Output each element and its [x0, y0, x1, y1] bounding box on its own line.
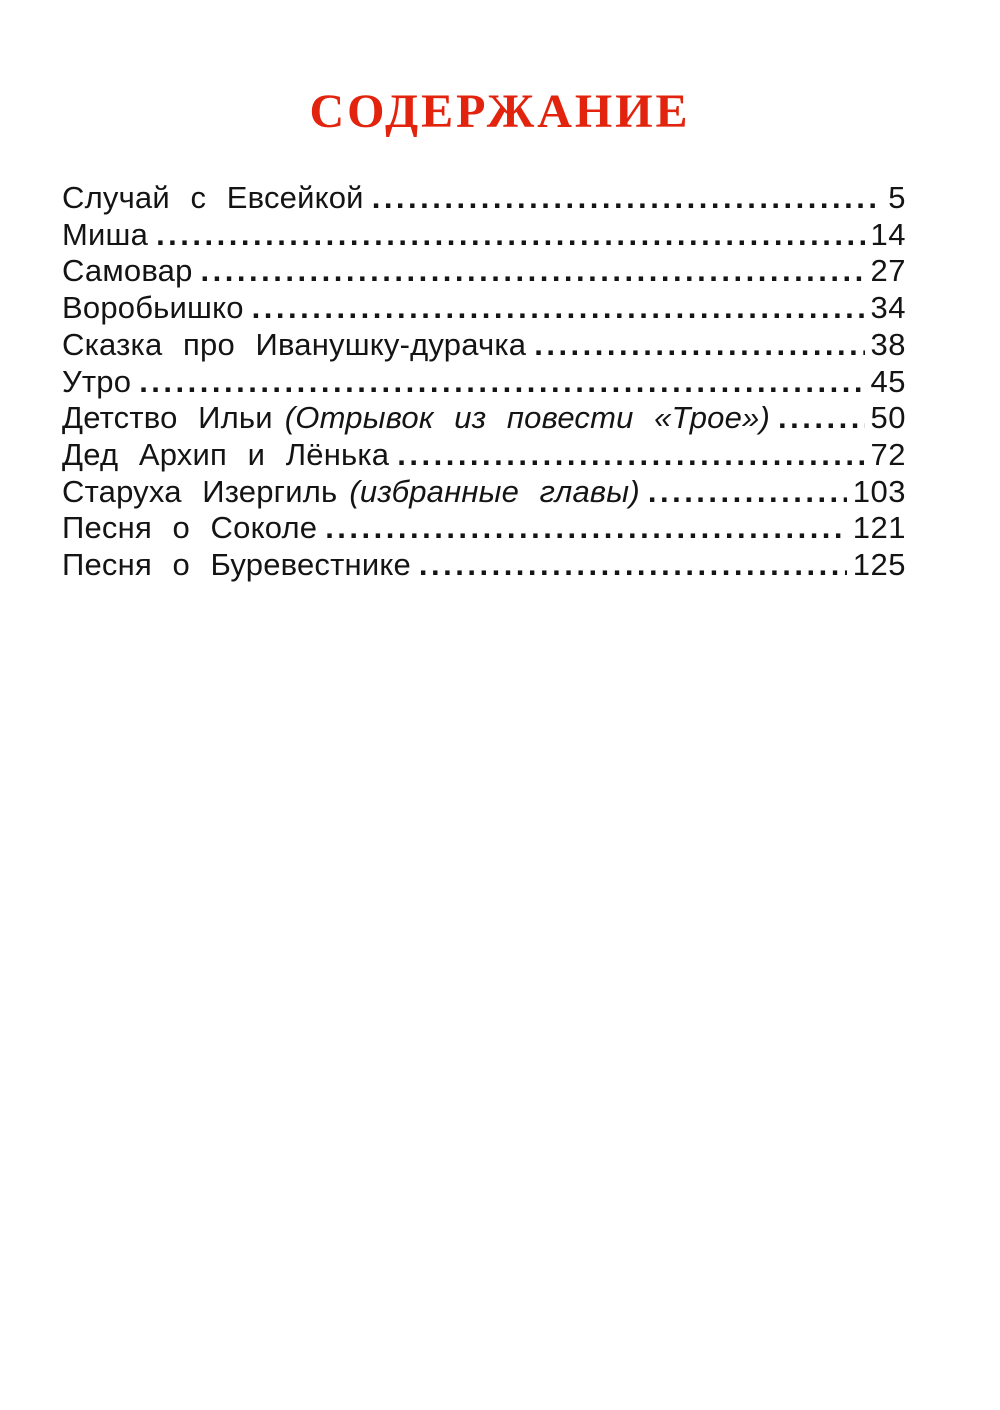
toc-entry-page: 14 [870, 216, 906, 252]
dot-leader [201, 253, 865, 290]
dot-leader [534, 327, 864, 364]
toc-entry-title: Сказка про Иванушку-дурачка [62, 326, 527, 362]
dot-leader [397, 437, 864, 474]
toc-row [62, 290, 906, 327]
toc-entry-page: 5 [888, 180, 906, 215]
toc-entry-title: Дед Архип и Лёнька [62, 436, 390, 472]
dot-leader [372, 180, 883, 217]
toc-row [62, 327, 906, 364]
toc-entry-page: 72 [870, 436, 906, 472]
dot-leader [648, 474, 847, 511]
toc-entry-page: 121 [852, 510, 906, 546]
toc-row [62, 437, 906, 474]
toc-entry-title: Утро [62, 363, 132, 399]
dot-leader [139, 364, 864, 401]
toc-row [62, 180, 906, 217]
dot-leader [778, 400, 865, 437]
toc-row [62, 364, 906, 401]
toc-row [62, 474, 906, 511]
toc-row [62, 217, 906, 254]
toc-entry-note: (Отрывок из повести «Трое») [284, 400, 771, 436]
toc-entry-title: Старуха Изергиль [62, 473, 338, 509]
toc-entry-page: 34 [870, 290, 906, 326]
toc-row [62, 400, 906, 437]
toc-entry-title: Детство Ильи [62, 400, 273, 436]
toc-entry-page: 27 [870, 253, 906, 289]
toc-entry-title: Воробьишко [62, 290, 244, 326]
dot-leader [325, 510, 847, 547]
toc-list [62, 180, 906, 584]
dot-leader [419, 547, 847, 584]
toc-entry-page: 103 [852, 473, 906, 509]
dot-leader [252, 290, 865, 327]
toc-entry-page: 38 [870, 326, 906, 362]
page-title: СОДЕРЖАНИЕ [309, 85, 691, 138]
toc-entry-title: Миша [62, 216, 149, 252]
toc-entry-title: Случай с Евсейкой [62, 180, 364, 215]
toc-entry-title: Песня о Соколе [62, 510, 318, 546]
toc-row [62, 510, 906, 547]
toc-entry-page: 50 [870, 400, 906, 436]
dot-leader [156, 217, 864, 254]
toc-entry-title: Самовар [62, 253, 193, 289]
toc-row [62, 253, 906, 290]
toc-entry-note: (избранные главы) [349, 473, 640, 509]
toc-entry-title: Песня о Буревестнике [62, 547, 411, 583]
toc-entry-page: 45 [870, 363, 906, 399]
toc-row [62, 547, 906, 584]
toc-entry-page: 125 [852, 547, 906, 583]
